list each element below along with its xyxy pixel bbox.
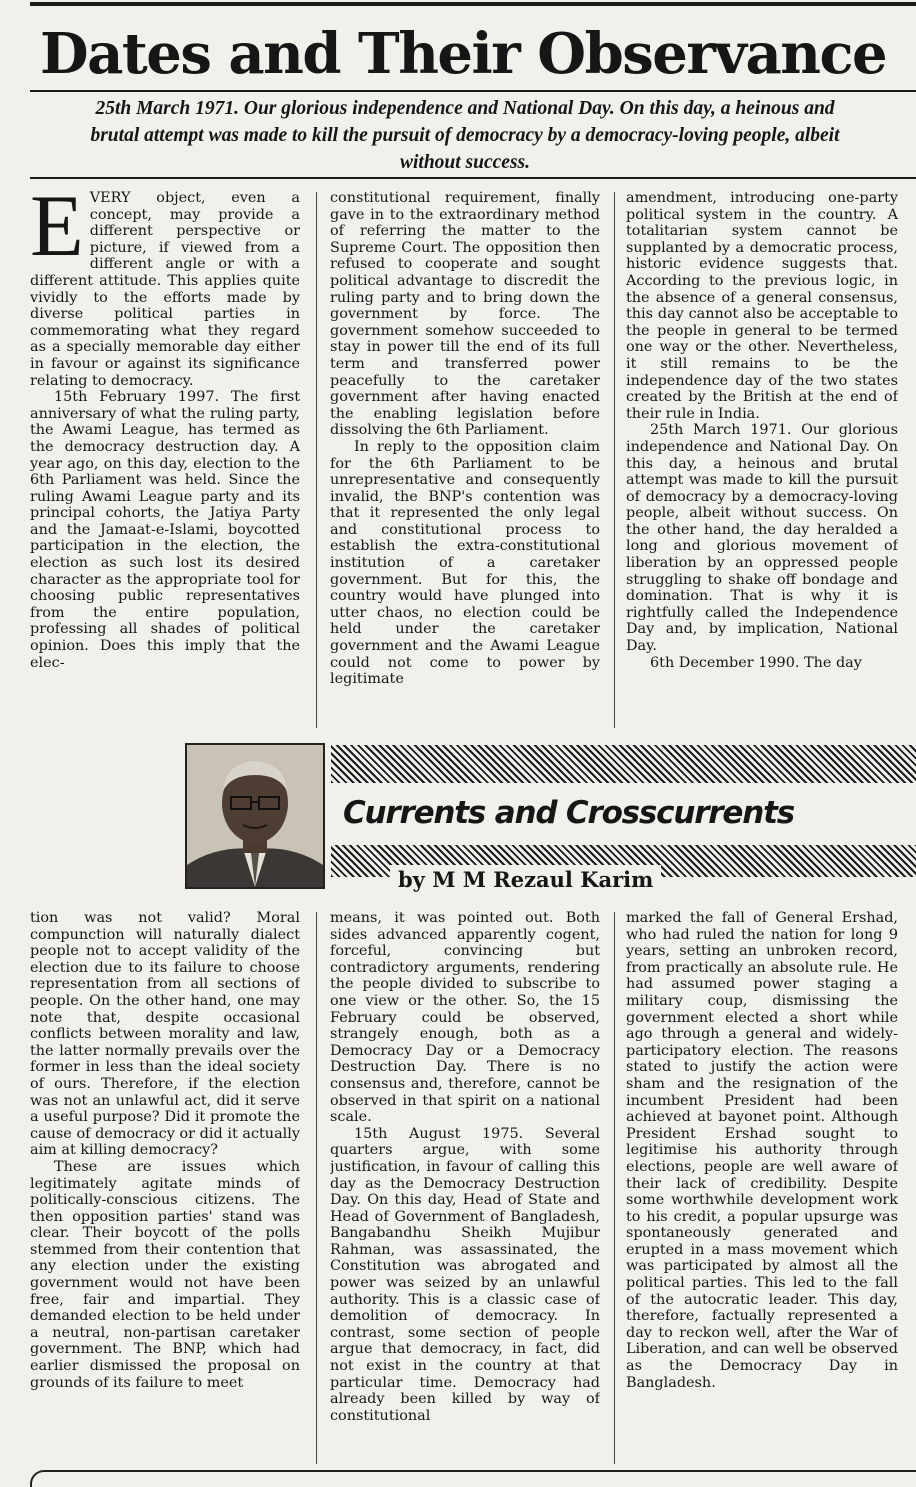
hatch-band (331, 745, 916, 783)
paragraph: VERY object, even a concept, may provide a different perspective or picture, if viewed from a different angle or with a different attitude. This applies quite vividly to the efforts made by diverse political parties in commemorating what they regard as a specially memorable day either in favour or against its significance relating to democracy. (30, 190, 300, 389)
column-divider (316, 912, 317, 1464)
headline-rule (30, 90, 916, 92)
paragraph: constitutional requirement, finally gave in to the extraordinary method of referring the matter to the Supreme Court. The opposition then refused to cooperate and sought political advantage to discredit the ruling party and to bring down the government by force. The government somehow succeeded to stay in power till the end of its full term and transferred power peacefully to the caretaker government after having enacted the enabling legislation before dissolving the 6th Parliament. (330, 190, 600, 439)
paragraph: 25th March 1971. Our glorious independence and National Day. On this day, a heinous and brutal attempt was made to kill the pursuit of democracy by a democracy-loving people, albeit without success. On the other hand, the day heralded a long and glorious movement of liberation by an oppressed people struggling to shake off bondage and domination. That is why it is rightfully called the Independence Day and, by implication, National Day. (626, 422, 898, 655)
deck: 25th March 1971. Our glorious independence and National Day. On this day, a heinous and brutal attempt was made to kill the pursuit of democracy by a democracy-loving people, albeit without success. (90, 98, 840, 173)
paragraph: 6th December 1990. The day (650, 654, 862, 671)
top-rule (30, 2, 916, 6)
paragraph: These are issues which legitimately agitate minds of politically-conscious citizens. The then opposition parties' stand was clear. Their boycott of the polls stemmed from their contention that any election under the existing government would not have been free, fair and impartial. They demanded election to be held under a neutral, non-partisan caretaker government. The BNP, which had earlier dismissed the proposal on grounds of its failure to meet (30, 1158, 300, 1391)
paragraph: 15th February 1997. The first anniversary of what the ruling party, the Awami League, has termed as the democracy destruction day. A year ago, on this day, election to the 6th Parliament was held. Since the ruling Awami League party and its principal cohorts, the Jatiya Party and the Jamaat-e-Islami, boycotted participation in the election, the election as such lost its desired character as the appropriate tool for choosing public representatives from the entire population, professing all shades of political opinion. Does this imply that the elec- (30, 389, 300, 671)
column-title: Currents and Crosscurrents (343, 795, 794, 831)
paragraph: tion was not valid? Moral compunction will naturally dialect people not to accept validity of the election due to its failure to choose representation from all sections of people. On the other hand, one may note that, despite occasional conflicts between morality and law, the latter normally prevails over the former in less than the ideal society of ours. Therefore, if the election was not an unlawful act, did it serve a useful purpose? Did it promote the cause of democracy or did it actually aim at killing democracy? (30, 910, 300, 1159)
paragraph: marked the fall of General Ershad, who had ruled the nation for long 9 years, setting an unbroken record, from practically an absolute rule. He had assumed power staging a military coup, dismissing the government elected a short while ago through a general and widely-participatory election. The reasons stated to justify the action were sham and the resignation of the incumbent President had been achieved at bayonet point. Although President Ershad sought to legitimise his authority through elections, people are well aware of their lack of credibility. Despite some worthwhile development work to his credit, a popular upsurge was spontaneously generated and erupted in a mass movement which was participated by almost all the political parties. This led to the fall of the autocratic leader. This day, therefore, factually represented a day to reckon well, after the War of Liberation, and can well be observed as the Democracy Day in Bangladesh. (626, 910, 898, 1391)
author-photo (185, 743, 325, 889)
bottom-rule (30, 1470, 916, 1487)
paragraph: In reply to the opposition claim for the 6th Parliament to be unrepresentative and consequently invalid, the BNP's contention was that it represented the only legal and constitutional process to establish the extra-constitutional institution of a caretaker government. But for this, the country would have plunged into utter chaos, no election could be held under the caretaker government and the Awami League could not come to power by legitimate (330, 438, 600, 688)
column-1 (30, 190, 300, 730)
paragraph: 15th August 1975. Several quarters argue, with some justification, in favour of calling this day as the Democracy Destruction Day. On this day, Head of State and Head of Government of Bangladesh, Bangabandhu Sheikh Mujibur Rahman, was assassinated, the Constitution was abrogated and power was seized by an unlawful authority. This is a classic case of demolition of democracy. In contrast, some section of people argue that democracy, in fact, did not exist in the country at that particular time. Democracy had already been killed by way of constitutional (330, 1125, 600, 1424)
column-2 (330, 190, 600, 730)
column-feature-box (185, 735, 916, 895)
paragraph: amendment, introducing one-party political system in the country. A totalitarian system cannot be supplanted by a democratic process, historic evidence suggests that. According to the previous logic, in the absence of a general consensus, this day cannot also be acceptable to the people in general to be termed one way or the other. Nevertheless, it still remains to be the independence day of the two states created by the British at the end of their rule in India. (626, 190, 898, 422)
column-4 (30, 910, 300, 1466)
headline: Dates and Their Observance (40, 21, 887, 87)
column-6 (626, 910, 898, 1466)
paragraph: means, it was pointed out. Both sides advanced apparently cogent, forceful, convincing but contradictory arguments, rendering the people divided to subscribe to one view or the other. So, the 15 February could be observed, strangely enough, both as a Democracy Day or a Democracy Destruction Day. There is no consensus and, therefore, cannot be observed in that spirit on a national scale. (330, 910, 600, 1126)
column-divider (316, 192, 317, 728)
deck-rule (30, 177, 916, 179)
byline: by M M Rezaul Karim (390, 865, 661, 895)
column-3 (626, 190, 898, 730)
column-divider (614, 912, 615, 1464)
drop-cap: E (30, 190, 84, 275)
column-divider (614, 192, 615, 728)
column-5 (330, 910, 600, 1466)
